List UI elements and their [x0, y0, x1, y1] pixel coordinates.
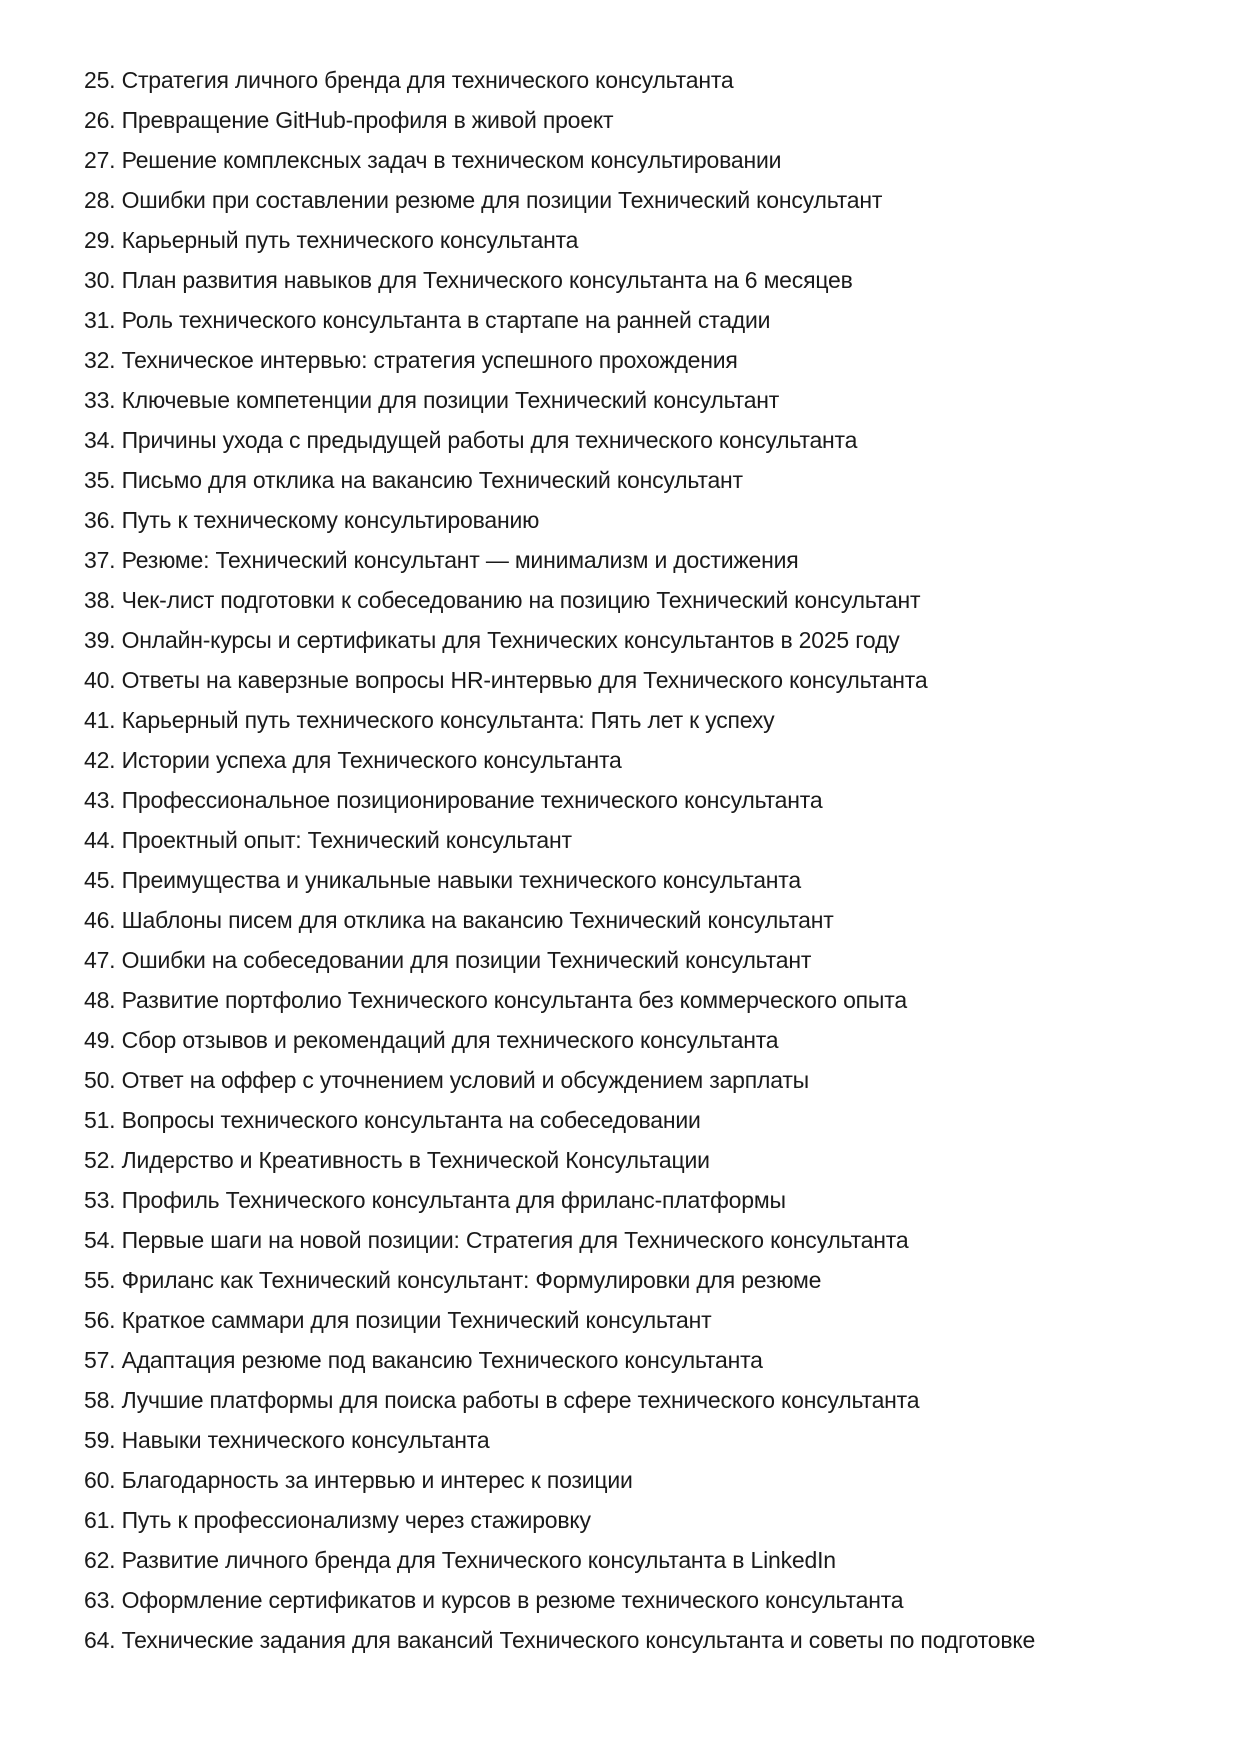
list-item: 41. Карьерный путь технического консультанта: Пять лет к успеху: [84, 707, 775, 733]
list-item: 25. Стратегия личного бренда для технического консультанта: [84, 67, 734, 93]
list-item: 26. Превращение GitHub-профиля в живой проект: [84, 107, 614, 133]
list-item: 62. Развитие личного бренда для Технического консультанта в LinkedIn: [84, 1547, 836, 1573]
list-item: 35. Письмо для отклика на вакансию Технический консультант: [84, 467, 743, 493]
list-item: 29. Карьерный путь технического консультанта: [84, 227, 579, 253]
list-item: 61. Путь к профессионализму через стажировку: [84, 1507, 591, 1533]
list-item: 63. Оформление сертификатов и курсов в резюме технического консультанта: [84, 1587, 904, 1613]
list-item: 47. Ошибки на собеседовании для позиции Технический консультант: [84, 947, 812, 973]
list-item: 27. Решение комплексных задач в техническом консультировании: [84, 147, 782, 173]
list-item: 45. Преимущества и уникальные навыки технического консультанта: [84, 867, 801, 893]
list-item: 53. Профиль Технического консультанта для фриланс-платформы: [84, 1187, 786, 1213]
list-item: 64. Технические задания для вакансий Технического консультанта и советы по подготовке: [84, 1627, 1036, 1653]
list-item: 28. Ошибки при составлении резюме для позиции Технический консультант: [84, 187, 883, 213]
list-item: 51. Вопросы технического консультанта на собеседовании: [84, 1107, 701, 1133]
list-item: 33. Ключевые компетенции для позиции Технический консультант: [84, 387, 780, 413]
topic-list: [84, 64, 1035, 1664]
list-item: 36. Путь к техническому консультированию: [84, 507, 540, 533]
list-item: 59. Навыки технического консультанта: [84, 1427, 490, 1453]
list-item: 43. Профессиональное позиционирование технического консультанта: [84, 787, 823, 813]
list-item: 48. Развитие портфолио Технического консультанта без коммерческого опыта: [84, 987, 907, 1013]
list-item: 44. Проектный опыт: Технический консультант: [84, 827, 572, 853]
list-item: 60. Благодарность за интервью и интерес к позиции: [84, 1467, 633, 1493]
list-item: 32. Техническое интервью: стратегия успешного прохождения: [84, 347, 738, 373]
list-item: 31. Роль технического консультанта в стартапе на ранней стадии: [84, 307, 771, 333]
list-item: 39. Онлайн-курсы и сертификаты для Технических консультантов в 2025 году: [84, 627, 900, 653]
list-item: 56. Краткое саммари для позиции Технический консультант: [84, 1307, 712, 1333]
list-item: 54. Первые шаги на новой позиции: Стратегия для Технического консультанта: [84, 1227, 909, 1253]
list-item: 46. Шаблоны писем для отклика на вакансию Технический консультант: [84, 907, 834, 933]
list-item: 37. Резюме: Технический консультант — минимализм и достижения: [84, 547, 799, 573]
list-item: 49. Сбор отзывов и рекомендаций для технического консультанта: [84, 1027, 779, 1053]
list-item: 30. План развития навыков для Технического консультанта на 6 месяцев: [84, 267, 853, 293]
list-item: 38. Чек-лист подготовки к собеседованию на позицию Технический консультант: [84, 587, 921, 613]
list-item: 55. Фриланс как Технический консультант: Формулировки для резюме: [84, 1267, 822, 1293]
list-item: 58. Лучшие платформы для поиска работы в сфере технического консультанта: [84, 1387, 920, 1413]
list-item: 42. Истории успеха для Технического консультанта: [84, 747, 622, 773]
list-item: 52. Лидерство и Креативность в Технической Консультации: [84, 1147, 710, 1173]
list-item: 40. Ответы на каверзные вопросы HR-интервью для Технического консультанта: [84, 667, 928, 693]
list-item: 50. Ответ на оффер с уточнением условий и обсуждением зарплаты: [84, 1067, 809, 1093]
list-item: 57. Адаптация резюме под вакансию Технического консультанта: [84, 1347, 763, 1373]
list-item: 34. Причины ухода с предыдущей работы для технического консультанта: [84, 427, 858, 453]
